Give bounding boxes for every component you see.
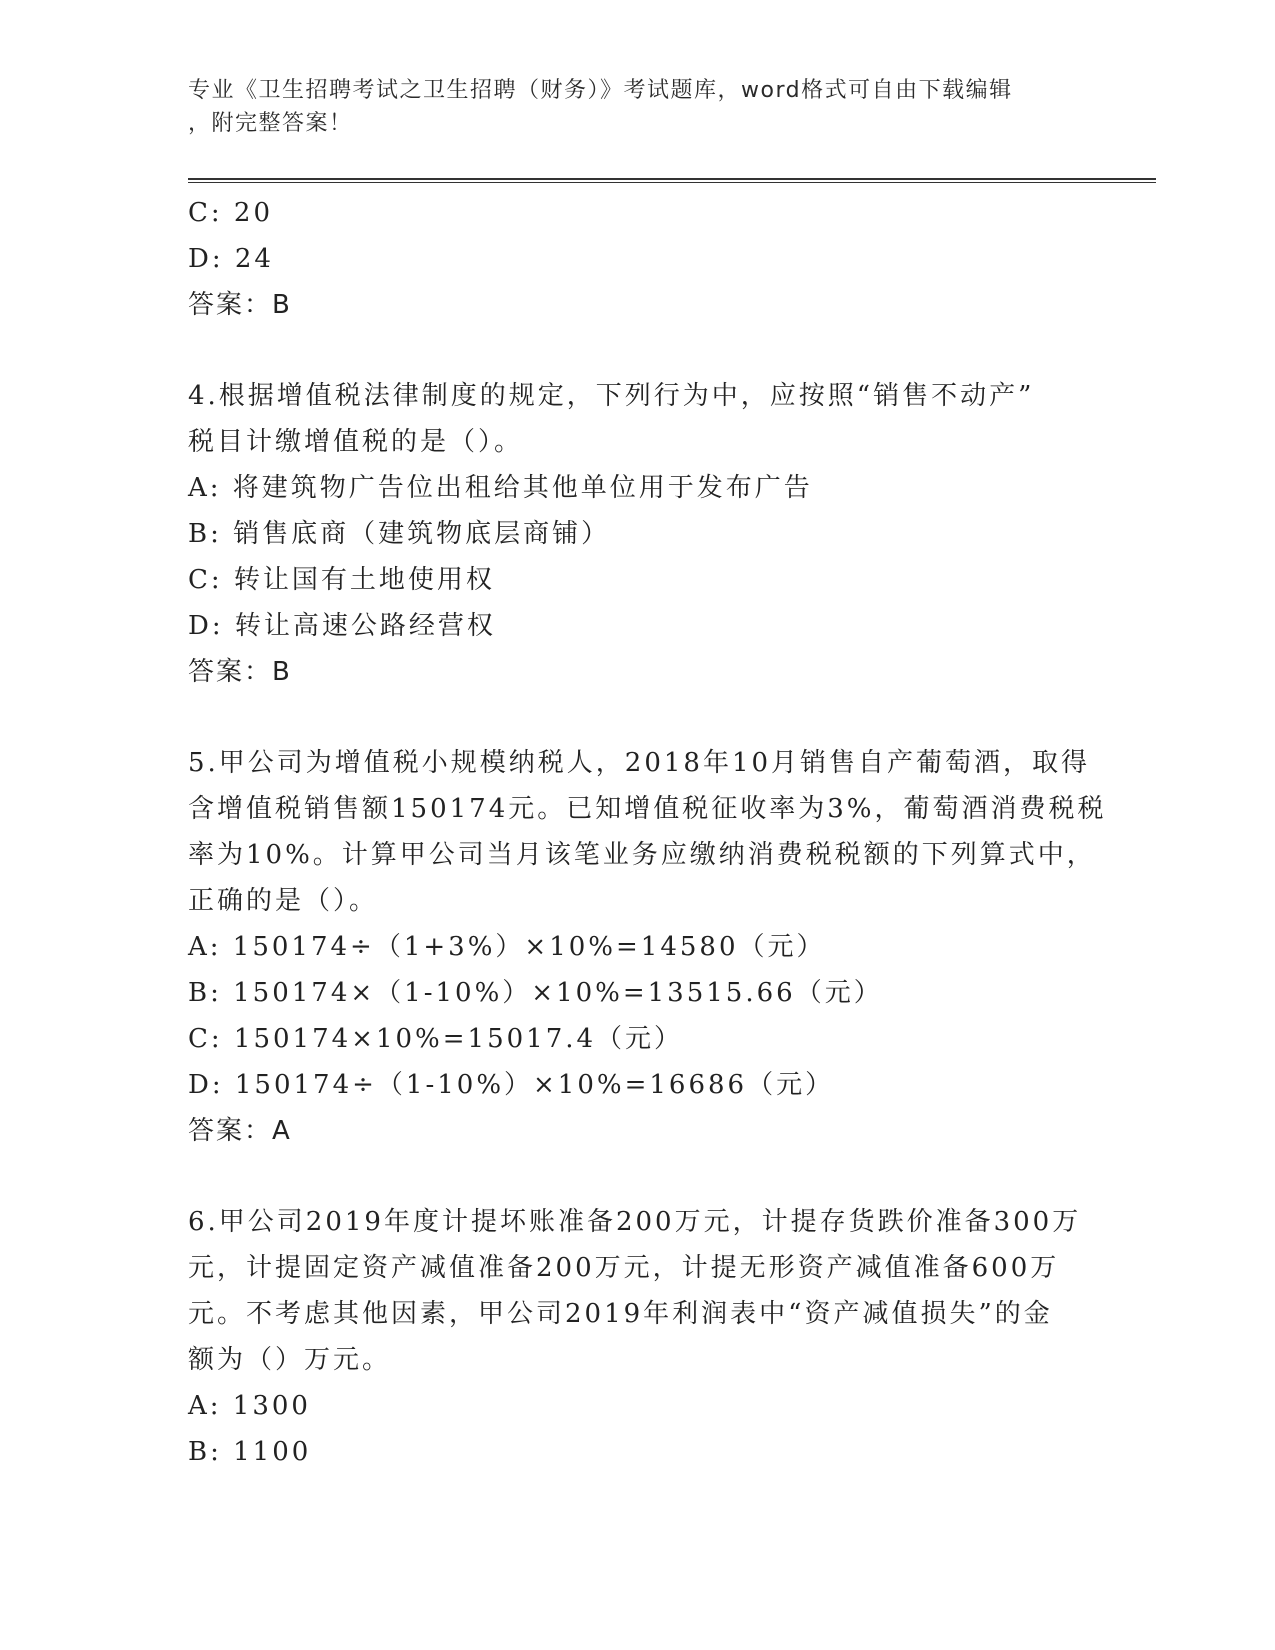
question-stem: [188, 373, 1088, 465]
option-b: B: 1100: [188, 1437, 312, 1467]
option-a: A: 将建筑物广告位出租给其他单位用于发布广告: [188, 473, 813, 503]
header-divider: [188, 178, 1156, 183]
question-stem: [188, 1199, 1088, 1383]
stem-line: 元。不考虑其他因素，甲公司2019年利润表中“资产减值损失”的金: [188, 1299, 1053, 1329]
stem-line: 5.甲公司为增值税小规模纳税人，2018年10月销售自产葡萄酒，取得: [188, 748, 1091, 778]
document-body: [188, 190, 1107, 1475]
stem-line: 含增值税销售额150174元。已知增值税征收率为3%，葡萄酒消费税税: [188, 794, 1107, 824]
question-4: [188, 373, 1088, 695]
stem-line: 正确的是（）。: [188, 886, 379, 916]
option-c: C: 转让国有土地使用权: [188, 565, 495, 595]
document-header: [188, 74, 1068, 140]
option-a: A: 1300: [188, 1391, 311, 1421]
answer-line: 答案：A: [188, 1116, 292, 1146]
answer-line: 答案：B: [188, 290, 292, 320]
option-b: B: 销售底商（建筑物底层商铺）: [188, 519, 611, 549]
option-d: D: 24: [188, 244, 274, 274]
stem-line: 税目计缴增值税的是（）。: [188, 427, 524, 457]
stem-line: 率为10%。计算甲公司当月该笔业务应缴纳消费税税额的下列算式中，: [188, 840, 1096, 870]
option-d: D: 150174÷（1-10%）×10%=16686（元）: [188, 1070, 835, 1100]
question-6: [188, 1199, 1088, 1475]
option-c: C: 20: [188, 198, 274, 228]
question-5: [188, 740, 1107, 1154]
option-a: A: 150174÷（1+3%）×10%=14580（元）: [188, 932, 826, 962]
header-line-1: 专业《卫生招聘考试之卫生招聘（财务）》考试题库，word格式可自由下载编辑: [188, 78, 1013, 103]
option-b: B: 150174×（1-10%）×10%=13515.66（元）: [188, 978, 883, 1008]
answer-line: 答案：B: [188, 657, 292, 687]
question-stem: [188, 740, 1107, 924]
stem-line: 4.根据增值税法律制度的规定，下列行为中，应按照“销售不动产”: [188, 381, 1035, 411]
stem-line: 元，计提固定资产减值准备200万元，计提无形资产减值准备600万: [188, 1253, 1060, 1283]
header-line-2: ，附完整答案！: [188, 111, 353, 136]
option-c: C: 150174×10%=15017.4（元）: [188, 1024, 684, 1054]
question-3-tail: [188, 190, 1088, 328]
stem-line: 6.甲公司2019年度计提坏账准备200万元，计提存货跌价准备300万: [188, 1207, 1082, 1237]
stem-line: 额为（）万元。: [188, 1345, 392, 1375]
option-d: D: 转让高速公路经营权: [188, 611, 496, 641]
